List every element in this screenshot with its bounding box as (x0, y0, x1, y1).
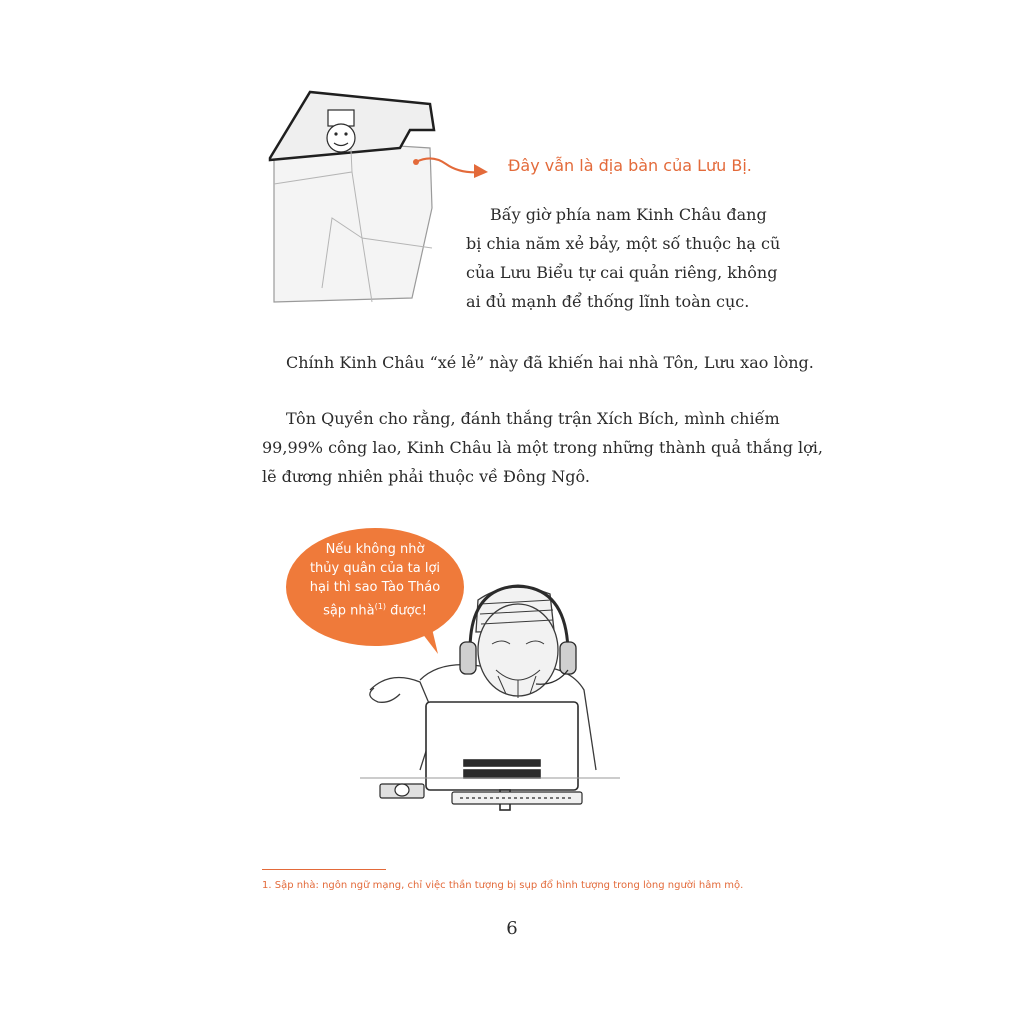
map-illustration (262, 88, 442, 306)
bubble-line: hại thì sao Tào Tháo (309, 580, 441, 595)
paragraph-line: Tôn Quyền cho rằng, đánh thắng trận Xích Bích, mình chiếm (286, 409, 780, 428)
paragraph-ton-quyen (262, 404, 823, 491)
bubble-text: sập nhà (323, 603, 375, 619)
paragraph-line: 99,99% công lao, Kinh Châu là một trong những thành quả thắng lợi, (262, 438, 823, 457)
footnote: 1. Sập nhà: ngôn ngữ mạng, chỉ việc thần tượng bị sụp đổ hình tượng trong lòng người hâm mộ. (262, 880, 744, 891)
paragraph-line: ai đủ mạnh để thống lĩnh toàn cục. (466, 292, 750, 311)
arrow-icon (412, 150, 502, 186)
bubble-line: thủy quân của ta lợi (309, 561, 441, 576)
keyboard-icon (452, 792, 582, 804)
map-caption: Đây vẫn là địa bàn của Lưu Bị. (508, 156, 752, 175)
paragraph-south-kinh-chau (466, 200, 780, 316)
bubble-line: Nếu không nhờ (325, 542, 425, 557)
paragraph-line: của Lưu Biểu tự cai quản riêng, không (466, 263, 778, 282)
footnote-marker: (1) (374, 602, 386, 611)
paragraph-line: bị chia năm xẻ bảy, một số thuộc hạ cũ (466, 234, 781, 253)
paragraph-line: Bấy giờ phía nam Kinh Châu đang (490, 205, 767, 224)
paragraph-line: lẽ đương nhiên phải thuộc về Đông Ngô. (262, 467, 590, 486)
paragraph-line: Chính Kinh Châu “xé lẻ” này đã khiến hai nhà Tôn, Lưu xao lòng. (286, 353, 814, 372)
page-number: 6 (506, 918, 518, 939)
mouse-icon (380, 784, 424, 798)
luu-bi-face-icon (327, 110, 355, 152)
bubble-text: được! (385, 603, 427, 619)
footnote-divider (262, 869, 386, 870)
paragraph-kinh-chau (286, 348, 814, 377)
ton-quyen-gamer-illustration (360, 570, 620, 820)
